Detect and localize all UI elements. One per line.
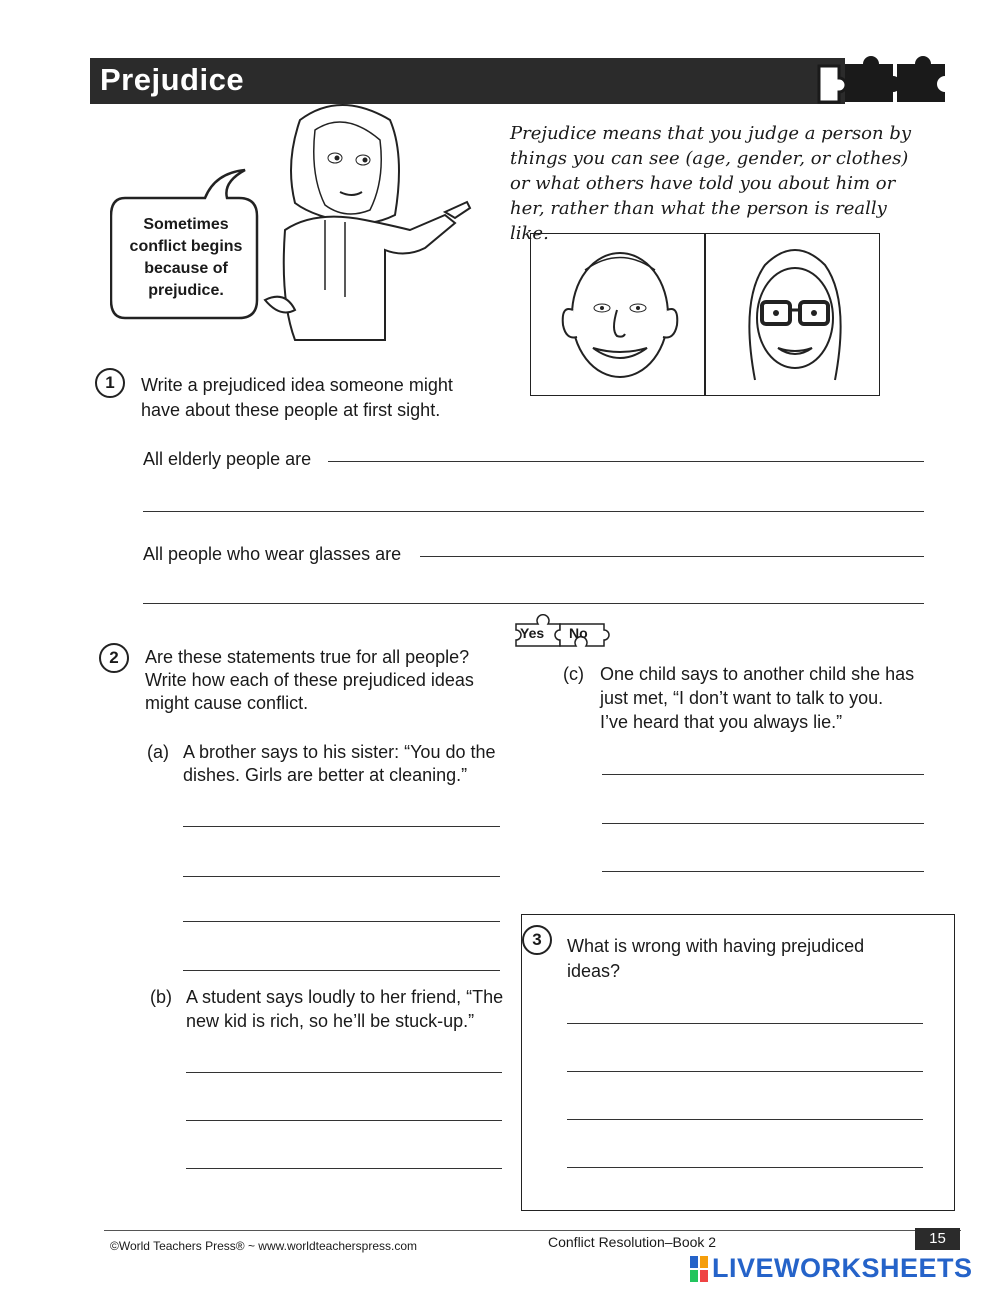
q3-answer-line-1[interactable] bbox=[567, 1023, 923, 1024]
q2c-line1: One child says to another child she has bbox=[600, 664, 915, 684]
answer-line-glasses-1[interactable] bbox=[420, 556, 924, 557]
q1-stem-glasses: All people who wear glasses are bbox=[143, 544, 402, 564]
q2c-answer-line-2[interactable] bbox=[602, 823, 924, 824]
q2-prompt-line1: Are these statements true for all people? bbox=[145, 647, 470, 667]
puzzle-pieces-icon bbox=[815, 56, 950, 108]
q2a-answer-line-4[interactable] bbox=[183, 970, 500, 971]
q3-prompt-line1: What is wrong with having prejudiced bbox=[567, 936, 865, 956]
answer-line-elderly-2[interactable] bbox=[143, 511, 924, 512]
q1-prompt-line2: have about these people at first sight. bbox=[141, 400, 441, 420]
q2-prompt-line3: might cause conflict. bbox=[145, 693, 309, 713]
q2a-answer-line-2[interactable] bbox=[183, 876, 500, 877]
q2-prompt-line2: Write how each of these prejudiced ideas bbox=[145, 670, 474, 690]
q3-prompt-line2: ideas? bbox=[567, 961, 621, 981]
q2c-answer-line-1[interactable] bbox=[602, 774, 924, 775]
q3-answer-line-3[interactable] bbox=[567, 1119, 923, 1120]
liveworksheets-logo-icon bbox=[690, 1256, 708, 1282]
q2a-answer-line-3[interactable] bbox=[183, 921, 500, 922]
q2c-line2: just met, “I don’t want to talk to you. bbox=[600, 688, 884, 708]
yes-label: Yes bbox=[520, 625, 545, 641]
q2b-answer-line-1[interactable] bbox=[186, 1072, 502, 1073]
answer-line-elderly-1[interactable] bbox=[328, 461, 924, 462]
speech-bubble-text: Sometimes conflict begins because of prejudice. bbox=[129, 216, 243, 299]
question-3-number: 3 bbox=[522, 925, 552, 955]
question-1-number: 1 bbox=[95, 368, 125, 398]
q2b-answer-line-3[interactable] bbox=[186, 1168, 502, 1169]
q2b-line1: A student says loudly to her friend, “The bbox=[186, 987, 504, 1007]
faces-divider bbox=[704, 233, 706, 396]
liveworksheets-watermark: LIVEWORKSHEETS bbox=[712, 1253, 973, 1283]
q2a-line1: A brother says to his sister: “You do the bbox=[183, 742, 496, 762]
footer-book-title: Conflict Resolution–Book 2 bbox=[548, 1234, 717, 1250]
q1-stem-elderly: All elderly people are bbox=[143, 449, 312, 469]
question-2-number: 2 bbox=[99, 643, 129, 673]
elderly-man-face-illustration bbox=[545, 240, 695, 390]
q2b-answer-line-2[interactable] bbox=[186, 1120, 502, 1121]
girl-pointing-illustration bbox=[255, 100, 490, 350]
no-label: No bbox=[569, 625, 588, 641]
q2b-line2: new kid is rich, so he’ll be stuck-up.” bbox=[186, 1011, 475, 1031]
q3-answer-line-2[interactable] bbox=[567, 1071, 923, 1072]
girl-with-glasses-face-illustration bbox=[720, 240, 870, 390]
q3-answer-line-4[interactable] bbox=[567, 1167, 923, 1168]
prejudice-definition: Prejudice means that you judge a person by things you can see (age, gender, or clothes) or what others have told you about him or her, rather than what the person is really like. bbox=[510, 123, 912, 244]
page-title: Prejudice bbox=[100, 62, 245, 97]
footer-rule bbox=[104, 1230, 961, 1231]
q2c-line3: I’ve heard that you always lie.” bbox=[600, 712, 843, 732]
page-number: 15 bbox=[915, 1228, 960, 1250]
q2a-label: (a) bbox=[147, 742, 169, 762]
q1-prompt-line1: Write a prejudiced idea someone might bbox=[141, 375, 453, 395]
q2b-label: (b) bbox=[150, 987, 172, 1007]
q2a-line2: dishes. Girls are better at cleaning.” bbox=[183, 765, 468, 785]
q2c-label: (c) bbox=[563, 664, 584, 684]
q2c-answer-line-3[interactable] bbox=[602, 871, 924, 872]
answer-line-glasses-2[interactable] bbox=[143, 603, 924, 604]
footer-copyright: ©World Teachers Press® ~ www.worldteacherspress.com bbox=[110, 1239, 418, 1253]
q2a-answer-line-1[interactable] bbox=[183, 826, 500, 827]
